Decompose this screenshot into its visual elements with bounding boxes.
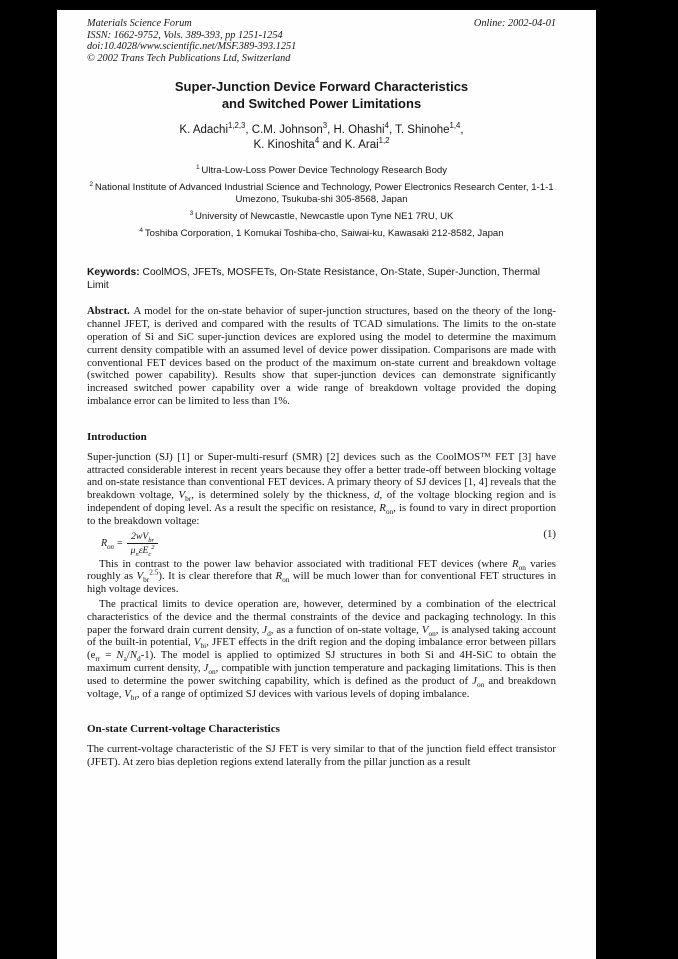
intro-paragraph-3: The practical limits to device operation are, however, determined by a combination of the electrical characteristics of the device and the thermal constraints of the device and packaging technology. In this paper the forward drain current density, $J_d$, as a function of on-state voltage, $V_{on}$, is analysed taking account of the built-in potential, $V_{bi}$, JFET effects in the drift region and the doping imbalance error between pillars $(e_{rr} = N_a/N_d-1)$. The model is applied to optimized SJ structures in both Si and 4H-SiC to obtain the maximum current density, $J_{on}$, compatible with junction temperature and packaging limitations. This is then used to determine the power switching capability, which is defined as the product of $J_{on}$ and breakdown voltage, $V_{br}$, of a range of optimized SJ devices with various levels of doping imbalance. [87, 597, 557, 702]
abstract-label: Abstract. [87, 305, 134, 318]
equation-lhs: $R_{on}$ = [101, 537, 124, 551]
page-header [87, 18, 556, 64]
section-heading-onstate: On-state Current-voltage Characteristics [87, 723, 280, 736]
equation-body [101, 531, 158, 556]
paper-title-line2: and Switched Power Limitations [221, 96, 422, 112]
intro-paragraph-1: Super-junction (SJ) [1] or Super-multi-resurf (SMR) [2] devices such as the CoolMOS™ FET [3] have attracted considerable interest in recent years because they offer a better trade-off between blocking voltage and on-state resistance than conventional FET devices. A primary theory of SJ devices [1, 4] reveals that the breakdown voltage, $V_{br}$, is determined solely by the thickness, d, of the voltage blocking region and is independent of doping level. As a result the specific on resistance, $R_{on}$, is found to vary in direct proportion to the breakdown voltage: [87, 450, 557, 527]
equation-1 [87, 528, 556, 558]
online-date: Online: 2002-04-01 [473, 18, 556, 29]
authors [87, 123, 556, 153]
affiliations [87, 165, 556, 240]
affiliation-1: $^1$ Ultra-Low-Loss Power Device Technology Research Body [195, 164, 448, 177]
authors-line2: K. Kinoshita$^4$ and K. Arai$^{1,2}$ [253, 136, 390, 152]
onstate-paragraph-1: The current-voltage characteristic of the SJ FET is very similar to that of the junction field effect transistor (JFET). At zero bias depletion regions extend laterally from the pillar junction as a result [87, 743, 556, 769]
affiliation-3: $^3$ University of Newcastle, Newcastle upon Tyne NE1 7RU, UK [189, 210, 454, 223]
intro-paragraph-2: This in contrast to the power law behavior associated with traditional FET devices (where $R_{on}$ varies roughly as $V_{br}^{2.5}$). It is clear therefore that $R_{on}$ will be much lower than for conventional FET structures in high voltage devices. [87, 557, 557, 596]
equation-fraction [127, 531, 158, 556]
paper-title-line1: Super-Junction Device Forward Characteristics [174, 79, 469, 95]
section-heading-introduction: Introduction [87, 430, 147, 443]
doi-line: doi:10.4028/www.scientific.net/MSF.389-393.1251 [87, 41, 297, 53]
affiliation-2: $^2$ National Institute of Advanced Industrial Science and Technology, Power Electronics Research Center, 1-1-1 Umezono, Tsukuba-shi 305-8568, Japan [89, 181, 554, 206]
equation-denominator: $\mu_n\varepsilon E_c^2$ [130, 543, 155, 558]
equation-number: (1) [543, 528, 556, 541]
keywords-text: CoolMOS, JFETs, MOSFETs, On-State Resistance, On-State, Super-Junction, Thermal Limit [87, 267, 541, 292]
paper-title [87, 78, 556, 112]
equation-numerator: $2wV_{br}$ [127, 531, 158, 544]
journal-info [87, 18, 296, 64]
paper-page [57, 10, 596, 959]
abstract-block [87, 305, 556, 407]
affiliation-4: $^4$ Toshiba Corporation, 1 Komukai Toshiba-cho, Saiwai-ku, Kawasaki 212-8582, Japan [139, 227, 504, 240]
keywords-label: Keywords: [87, 267, 143, 279]
copyright-line: © 2002 Trans Tech Publications Ltd, Switzerland [87, 52, 291, 64]
keywords-block [87, 266, 556, 292]
journal-name: Materials Science Forum [87, 18, 192, 29]
abstract-text: A model for the on-state behavior of super-junction structures, based on the theory of the long-channel JFET, is derived and compared with the results of TCAD simulations. The limits to the on-state operation of Si and SiC super-junction devices are explored using the model to determine the maximum current density compatible with an assumed level of device power dissipation. Comparisons are made with conventional FET devices based on the product of the maximum on-state current and breakdown voltage (switched power capability). Results show that super-junction devices can demonstrate significantly increased switched power capability over a wide range of breakdown voltage provided the doping imbalance error can be limited to less than 1%. [87, 305, 557, 407]
authors-line1: K. Adachi$^{1,2,3}$, C.M. Johnson$^3$, H. Ohashi$^4$, T. Shinohe$^{1,4}$, [179, 121, 464, 137]
issn-line: ISSN: 1662-9752, Vols. 389-393, pp 1251-1254 [87, 29, 283, 41]
